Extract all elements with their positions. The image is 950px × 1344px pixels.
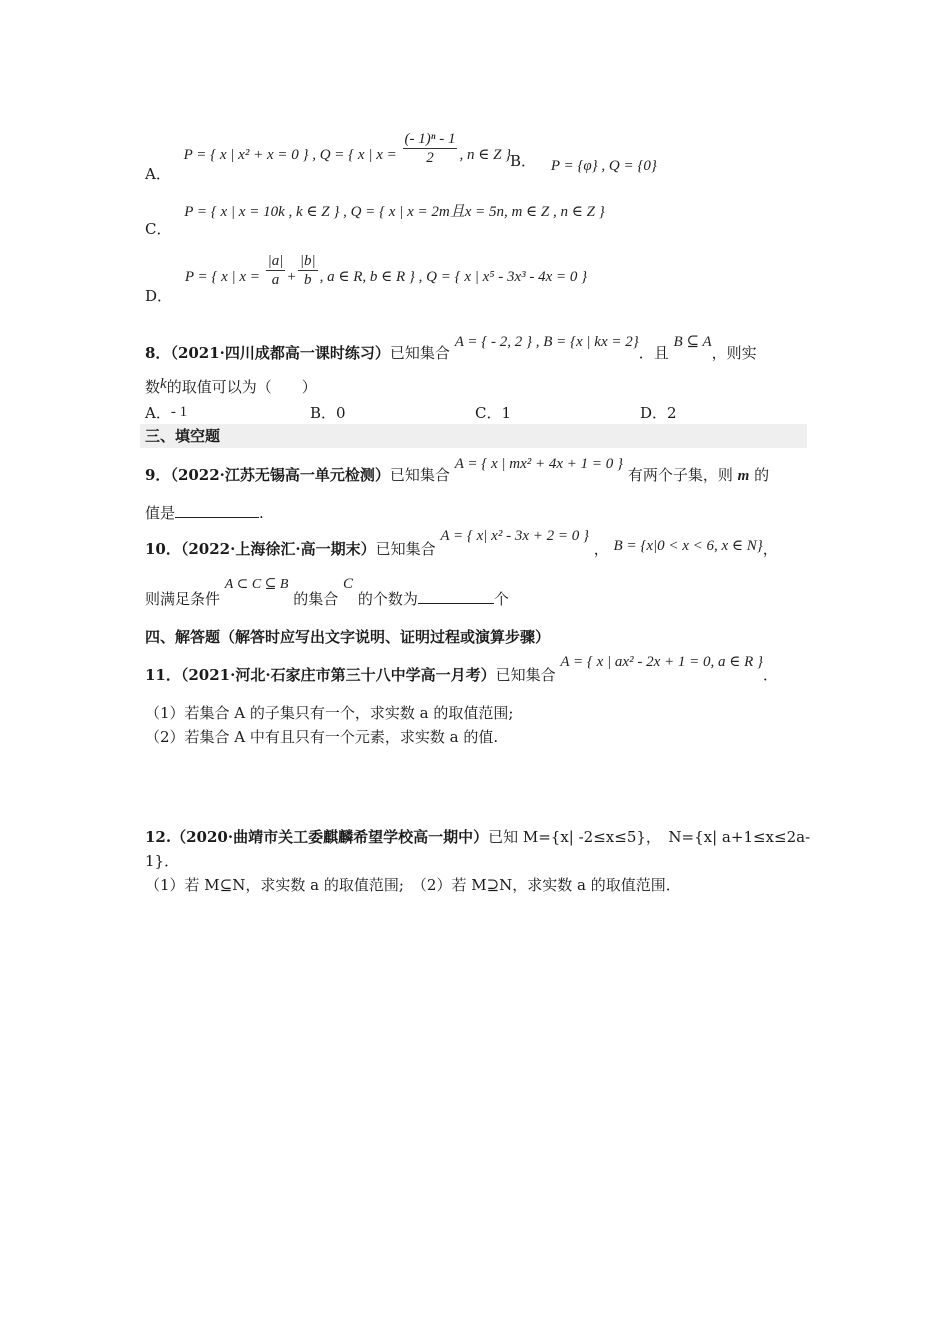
q7-option-d: D． P = { x | x = $\frac{|a|}{a}$ + $\frac{|b|}{b}$ , a ∈ R, b ∈ R } , Q = { x | x⁵ - 3x³ - 4x = 0 } <box>145 253 588 305</box>
q8-option-d: D．2 <box>640 404 677 422</box>
q12-number: 12. <box>145 828 172 846</box>
q9-text-2: 有两个子集，则 <box>627 466 733 484</box>
question-10-line-1 <box>145 524 778 558</box>
q10-text-2: ， <box>593 540 609 558</box>
q10-math-1: A = { x| x² - 3x + 2 = 0 } <box>440 528 589 544</box>
q7-option-a-frac-den: 2 <box>426 150 434 166</box>
q12-part-2: （2）若 M⊇N，求实数 a 的取值范围． <box>411 876 681 894</box>
q9-text-3: 的 <box>754 466 770 484</box>
question-10-line-2 <box>145 572 509 608</box>
q8-text-4: 数 <box>145 378 161 396</box>
q10-answer-blank[interactable] <box>418 589 494 604</box>
q9-text-5: . <box>259 504 264 522</box>
q7-option-b-math: P = {φ} , Q = {0} <box>550 158 657 174</box>
section-header-solutions: 四、解答题（解答时应写出文字说明、证明过程或演算步骤） <box>145 628 551 646</box>
section-header-fill-blank: 三、填空题 <box>140 424 807 448</box>
q9-source: （2022·江苏无锡高一单元检测） <box>170 466 390 484</box>
q10-text-3: ， <box>762 540 778 558</box>
q10-source: （2022·上海徐汇·高一期末） <box>180 540 376 558</box>
q8-source: （2021·四川成都高一课时练习） <box>170 344 390 362</box>
q7-option-c-math: P = { x | x = 10k , k ∈ Z } , Q = { x | x = 2m且x = 5n, m ∈ Z , n ∈ Z } <box>184 204 605 220</box>
q7-option-a-fraction <box>403 130 458 167</box>
q7-option-c-label: C． <box>145 220 172 238</box>
q8-text-3: ，则实 <box>711 344 757 362</box>
question-9-line-2 <box>145 502 264 523</box>
q11-part-2: （2）若集合 A 中有且只有一个元素，求实数 a 的值. <box>145 728 499 746</box>
q10-text-6: 的个数为 <box>357 590 418 608</box>
question-12-line-3 <box>145 874 681 895</box>
q11-text-1: 已知集合 <box>495 666 556 684</box>
q7-option-d-frac2-num: |b| <box>299 253 316 269</box>
q7-option-a-math: P = { x | x² + x = 0 } , Q = { x | x = <box>183 146 401 163</box>
question-12-line-1 <box>145 826 810 847</box>
q9-math-1: A = { x | mx² + 4x + 1 = 0 } <box>454 456 624 472</box>
q8-options <box>145 402 677 423</box>
question-8-line-2 <box>145 376 317 397</box>
q7-option-a-frac-num: (- 1)ⁿ - 1 <box>404 131 456 147</box>
q8-number: 8． <box>145 344 171 362</box>
q8-option-a-label: A． <box>145 404 171 422</box>
q10-text-7: 个 <box>493 590 509 608</box>
q8-text-2: ．且 <box>638 344 669 362</box>
q7-option-d-frac1-den: a <box>271 272 280 288</box>
q7-option-d-fraction-2 <box>298 252 318 289</box>
q11-number: 11． <box>145 666 181 684</box>
question-8-line-1 <box>145 330 757 362</box>
q9-answer-blank[interactable] <box>175 503 259 518</box>
q7-option-d-fraction-1 <box>266 252 286 289</box>
q7-option-b <box>510 150 657 174</box>
q8-option-a-value: - 1 <box>170 404 188 420</box>
q9-number: 9． <box>145 466 171 484</box>
q8-text-1: 已知集合 <box>389 344 450 362</box>
q7-option-b-label: B． <box>510 152 537 170</box>
q11-part-1: （1）若集合 A 的子集只有一个，求实数 a 的取值范围; <box>145 704 514 722</box>
question-11-line-1 <box>145 650 779 684</box>
q8-option-a <box>145 404 187 422</box>
question-12-line-2: 1}． <box>145 852 180 870</box>
q8-math-1: A = { - 2, 2 } , B = {x | kx = 2} <box>454 334 639 350</box>
q8-option-b: B．0 <box>310 404 346 422</box>
q8-math-k: k <box>160 376 167 392</box>
q10-math-3: A ⊂ C ⊆ B <box>224 577 289 592</box>
q12-part-1: （1）若 M⊆N，求实数 a 的取值范围; <box>145 876 404 894</box>
q7-option-d-math-a: P = { x | x = <box>184 268 264 285</box>
q7-option-d-frac1-num: |a| <box>267 253 284 269</box>
q11-source: （2021·河北·石家庄市第三十八中学高一月考） <box>180 666 496 684</box>
q11-text-2: ． <box>763 666 779 684</box>
q7-option-d-label: D． <box>145 286 173 305</box>
q10-text-1: 已知集合 <box>375 540 436 558</box>
q10-number: 10． <box>145 540 181 558</box>
q8-option-c: C．1 <box>475 404 512 422</box>
q10-text-5: 的集合 <box>293 590 339 608</box>
q9-math-m: m <box>737 468 750 484</box>
q11-math-1: A = { x | ax² - 2x + 1 = 0, a ∈ R } <box>560 654 763 670</box>
q8-math-2: B ⊆ A <box>673 334 712 350</box>
q8-text-5: 的取值可以为（ ） <box>166 378 317 396</box>
q10-math-c: C <box>343 576 354 592</box>
q7-option-c <box>145 200 605 238</box>
q12-text-1: 已知 M={x| -2≤x≤5}， N={x| a+1≤x≤2a- <box>488 828 811 846</box>
q9-text-4: 值是 <box>145 504 176 522</box>
q9-text-1: 已知集合 <box>389 466 450 484</box>
q12-source: （2020·曲靖市关工委麒麟希望学校高一期中） <box>171 828 489 846</box>
q7-option-a-label: A． <box>145 164 171 183</box>
q7-option-a <box>145 130 512 183</box>
q7-option-d-math-b: , a ∈ R, b ∈ R } , Q = { x | x⁵ - 3x³ - 4x = 0 } <box>319 268 588 285</box>
question-9-line-1 <box>145 452 770 484</box>
q7-option-d-frac2-den: b <box>303 272 312 288</box>
q10-math-2: B = {x|0 < x < 6, x ∈ N} <box>613 538 763 554</box>
q7-option-a-tail: , n ∈ Z } <box>459 146 512 163</box>
q10-text-4: 则满足条件 <box>145 590 221 608</box>
